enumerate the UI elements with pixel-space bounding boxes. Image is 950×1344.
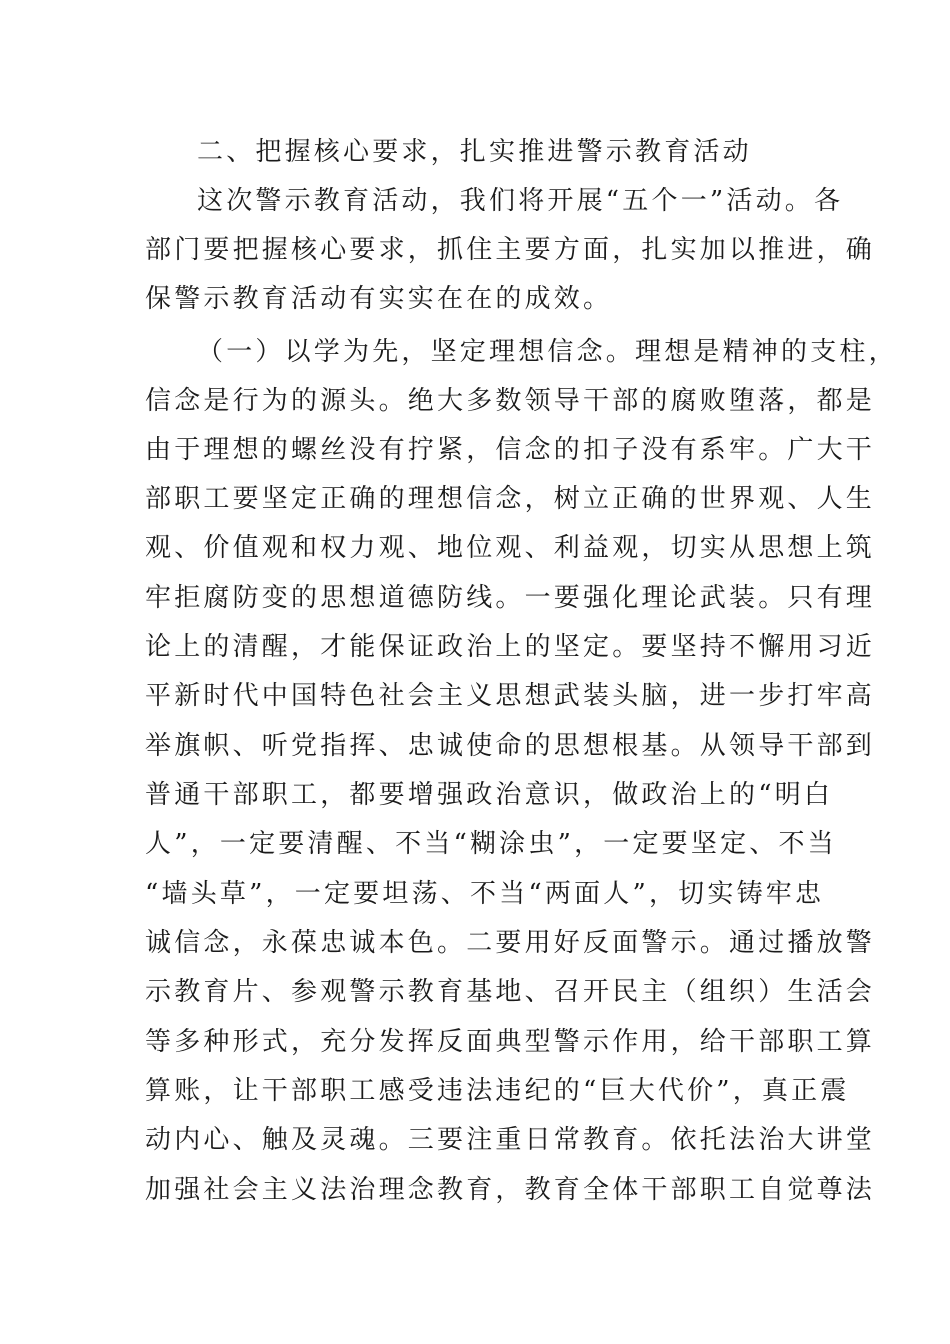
paragraph-line: 算账，让干部职工感受违法违纪的“巨大代价”，真正震: [145, 1076, 850, 1106]
section-heading: 二、把握核心要求，扎实推进警示教育活动: [197, 137, 752, 167]
paragraph-line: 牢拒腐防变的思想道德防线。一要强化理论武装。只有理: [145, 583, 876, 613]
paragraph-line: 普通干部职工，都要增强政治意识，做政治上的“明白: [145, 780, 834, 810]
paragraph-line: 等多种形式，充分发挥反面典型警示作用，给干部职工算: [145, 1027, 876, 1057]
paragraph-line: 由于理想的螺丝没有拧紧，信念的扣子没有系牢。广大干: [145, 435, 876, 465]
paragraph-line: 保警示教育活动有实实在在的成效。: [145, 284, 613, 314]
paragraph-line: “墙头草”，一定要坦荡、不当“两面人”，切实铸牢忠: [145, 879, 825, 909]
paragraph-line: 部职工要坚定正确的理想信念，树立正确的世界观、人生: [145, 484, 876, 514]
paragraph-line: 论上的清醒，才能保证政治上的坚定。要坚持不懈用习近: [145, 632, 876, 662]
paragraph-line: 动内心、触及灵魂。三要注重日常教育。依托法治大讲堂: [145, 1125, 876, 1155]
paragraph-line: 示教育片、参观警示教育基地、召开民主（组织）生活会: [145, 977, 876, 1007]
paragraph-line: 这次警示教育活动，我们将开展“五个一”活动。各: [197, 186, 844, 216]
paragraph-line: 部门要把握核心要求，抓住主要方面，扎实加以推进，确: [145, 235, 876, 265]
paragraph-line: 观、价值观和权力观、地位观、利益观，切实从思想上筑: [145, 533, 876, 563]
paragraph-line: 信念是行为的源头。绝大多数领导干部的腐败堕落，都是: [145, 386, 876, 416]
paragraph-line: 平新时代中国特色社会主义思想武装头脑，进一步打牢高: [145, 681, 876, 711]
paragraph-line: 加强社会主义法治理念教育，教育全体干部职工自觉尊法: [145, 1175, 876, 1205]
paragraph-line: （一）以学为先，坚定理想信念。理想是精神的支柱，: [197, 337, 898, 367]
paragraph-line: 诚信念，永葆忠诚本色。二要用好反面警示。通过播放警: [145, 928, 876, 958]
paragraph-line: 人”，一定要清醒、不当“糊涂虫”，一定要坚定、不当: [145, 829, 837, 859]
paragraph-line: 举旗帜、听党指挥、忠诚使命的思想根基。从领导干部到: [145, 731, 876, 761]
